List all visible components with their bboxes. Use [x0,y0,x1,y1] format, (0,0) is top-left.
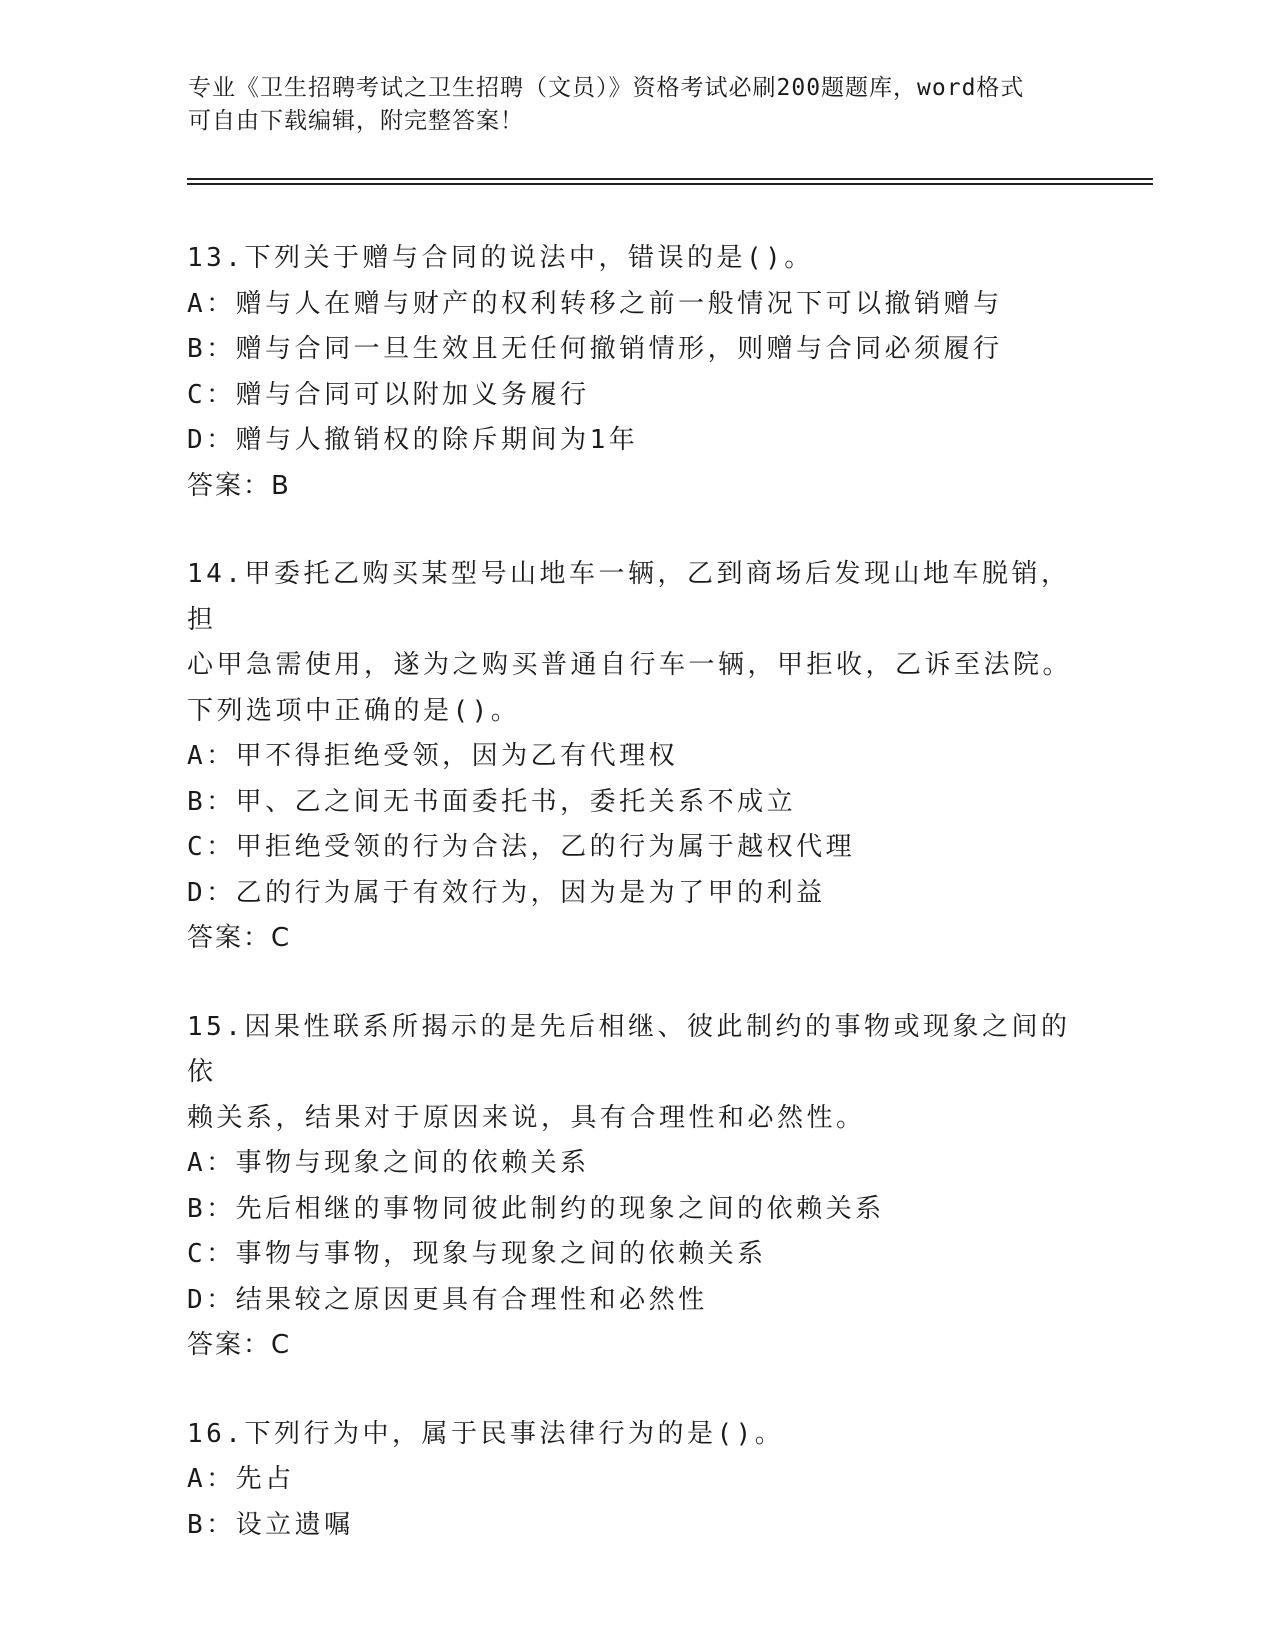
answer-option: B：赠与合同一旦生效且无任何撤销情形，则赠与合同必须履行 [187,334,1003,364]
answer-option: D：乙的行为属于有效行为，因为是为了甲的利益 [187,877,826,908]
answer-option: D：赠与人撤销权的除斥期间为1年 [187,425,639,455]
header-divider-bottom [187,183,1153,185]
answer-option: A：事物与现象之间的依赖关系 [187,1148,590,1178]
answer-option: A：甲不得拒绝受领，因为乙有代理权 [187,741,679,771]
answer-option: A：先占 [187,1464,295,1494]
answer-option: C：甲拒绝受领的行为合法，乙的行为属于越权代理 [187,832,856,862]
question-stem-line: 14.甲委托乙购买某型号山地车一辆，乙到商场后发现山地车脱销，担 [187,559,1071,635]
question-stem-line: 16.下列行为中，属于民事法律行为的是()。 [187,1418,785,1449]
question-block [187,1005,1087,1369]
answer-option: B：甲、乙之间无书面委托书，委托关系不成立 [187,786,797,817]
header-divider-top [187,178,1153,180]
answer-option: C：事物与事物，现象与现象之间的依赖关系 [187,1239,767,1269]
answer-option: C：赠与合同可以附加义务履行 [187,379,590,410]
question-stem-line: 赖关系，结果对于原因来说，具有合理性和必然性。 [187,1102,866,1133]
question-stem-line: 心甲急需使用，遂为之购买普通自行车一辆，甲拒收，乙诉至法院。 [187,650,1073,680]
question-stem-line: 下列选项中正确的是()。 [187,695,521,726]
question-stem-line: 15.因果性联系所揭示的是先后相继、彼此制约的事物或现象之间的依 [187,1011,1071,1087]
question-block [187,552,1087,962]
answer-key: 答案：C [187,923,292,953]
question-block [187,236,1087,509]
header-line-1: 专业《卫生招聘考试之卫生招聘（文员）》资格考试必刷200题题库，word格式 [188,75,1025,101]
header-line-2: 可自由下载编辑，附完整答案！ [188,108,524,134]
answer-option: B：设立遗嘱 [187,1509,354,1540]
question-stem-line: 13.下列关于赠与合同的说法中，错误的是()。 [187,243,814,273]
document-header [188,72,1068,138]
answer-key: 答案：B [187,470,291,501]
answer-option: B：先后相继的事物同彼此制约的现象之间的依赖关系 [187,1193,885,1224]
question-block [187,1412,1087,1549]
answer-key: 答案：C [187,1330,292,1360]
answer-option: D：结果较之原因更具有合理性和必然性 [187,1284,708,1315]
answer-option: A：赠与人在赠与财产的权利转移之前一般情况下可以撤销赠与 [187,288,1003,319]
question-list [187,236,1087,1591]
